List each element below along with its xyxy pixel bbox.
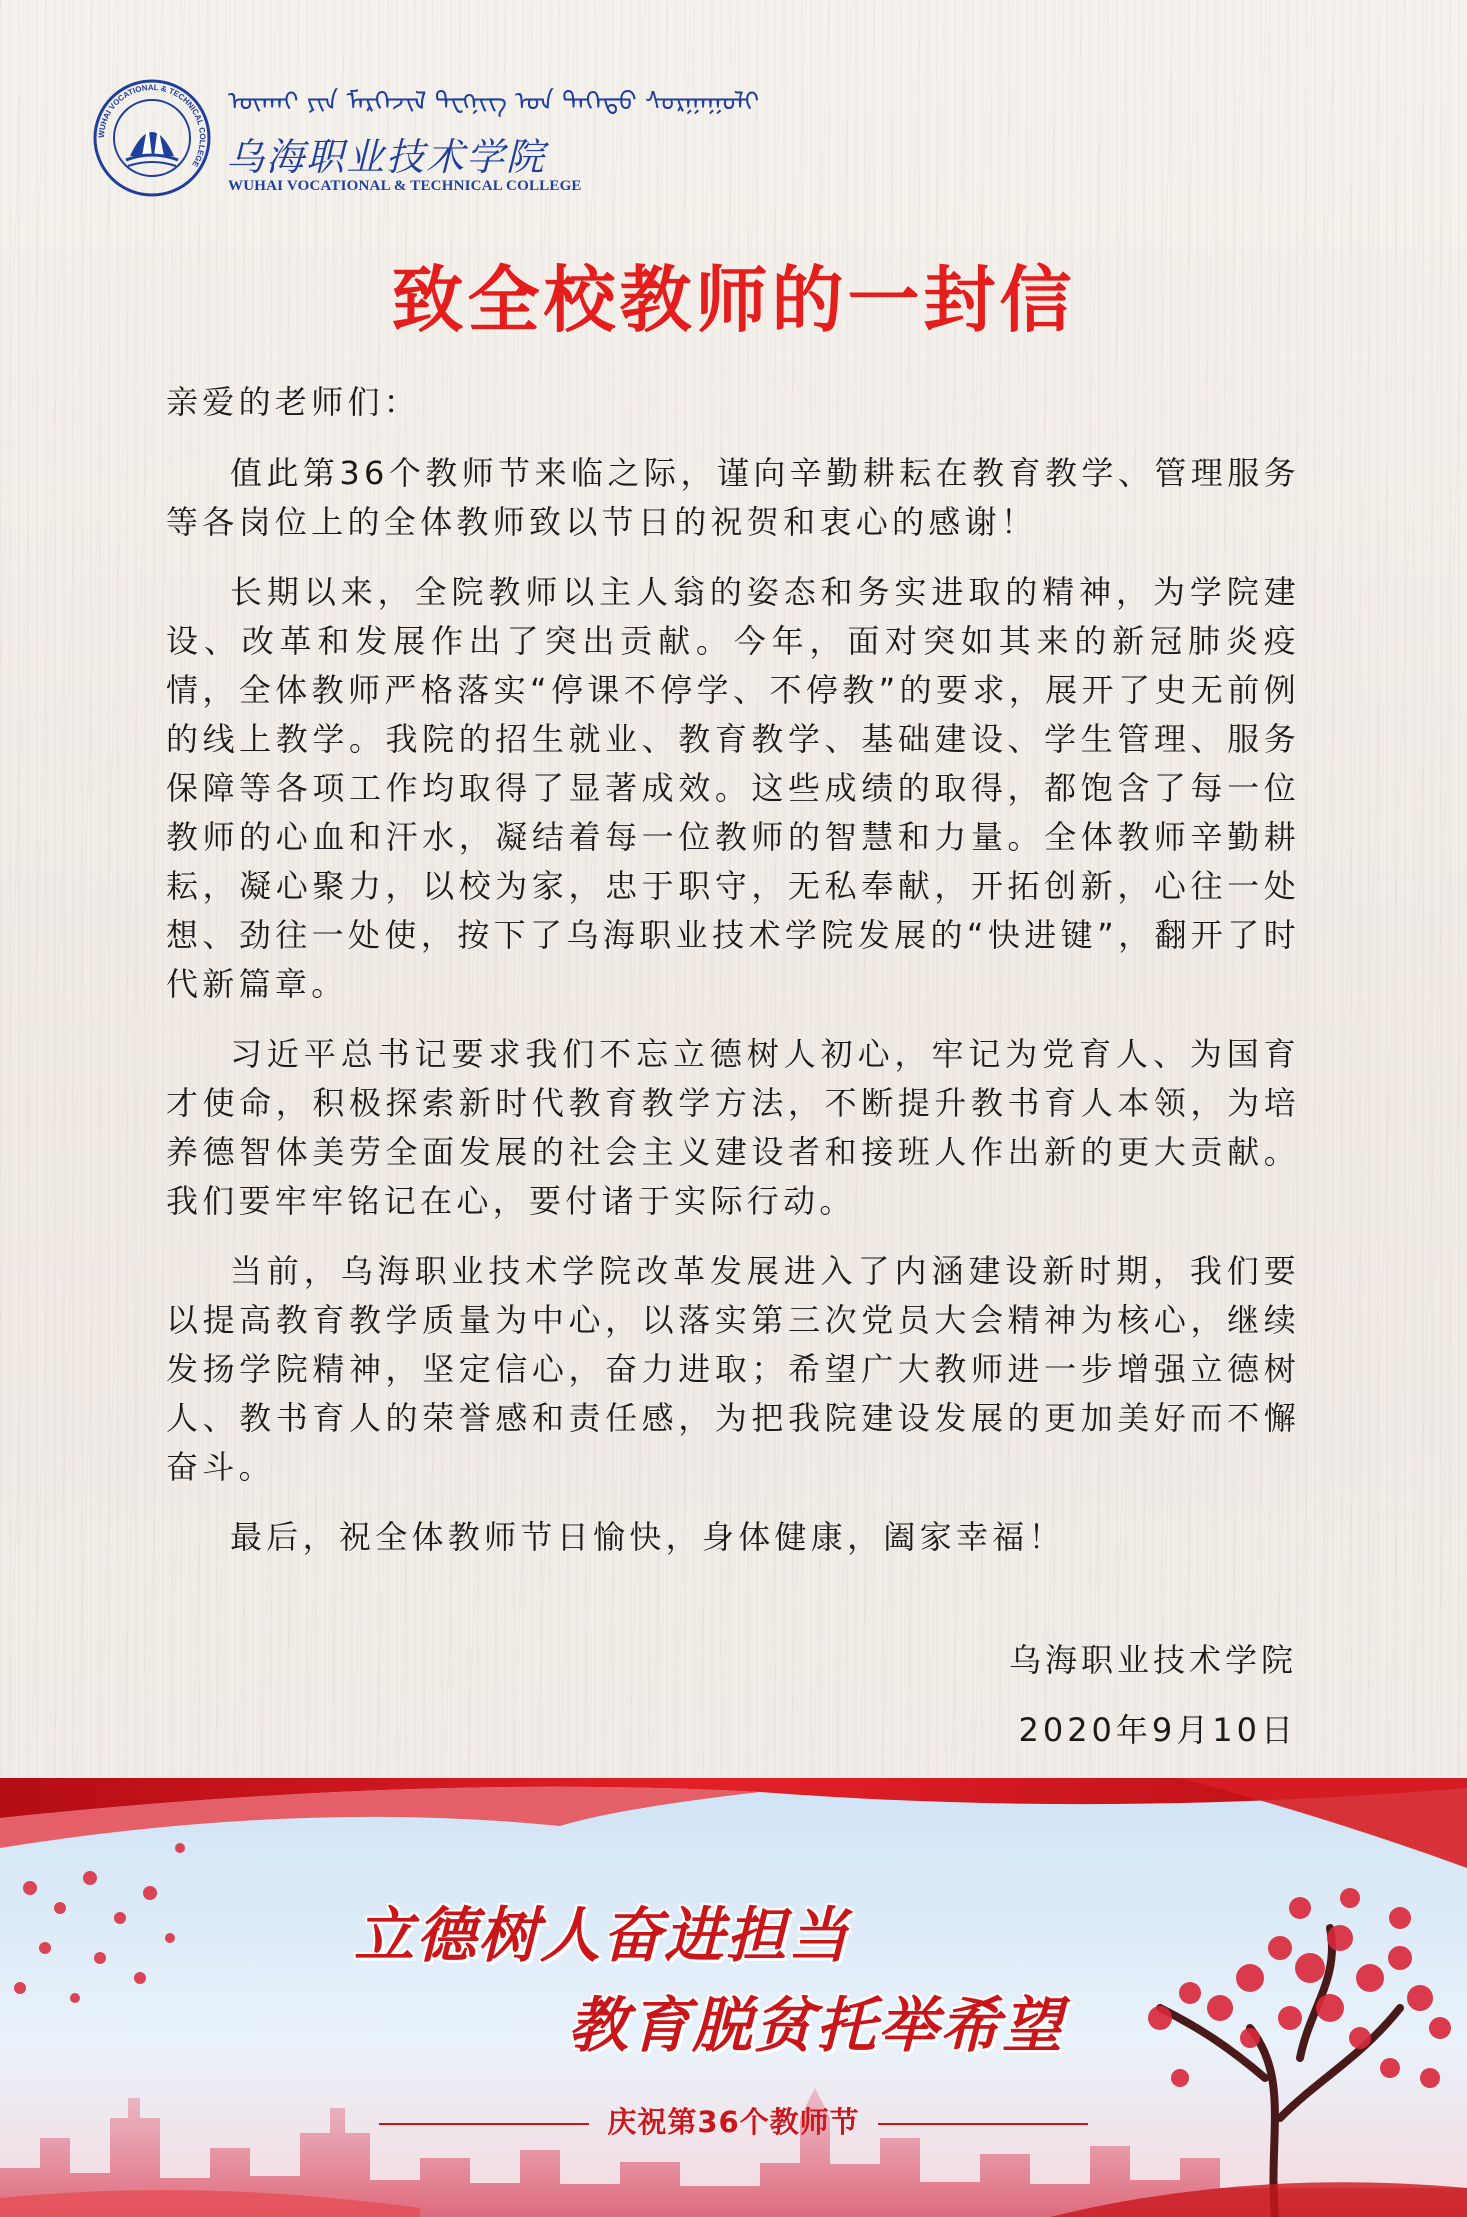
banner-divider-left (379, 2123, 589, 2125)
signature-name: 乌海职业技术学院 (1008, 1641, 1297, 1679)
letter-title: 致全校教师的一封信 (391, 258, 1076, 342)
letter-paragraph: 值此第36个教师节来临之际，谨向辛勤耕耘在教育教学、管理服务等各岗位上的全体教师致以节日的祝贺和衷心的感谢！ (166, 454, 1300, 541)
letter-paragraph: 长期以来，全院教师以主人翁的姿态和务实进取的精神，为学院建设、改革和发展作出了突出贡献。今年，面对突如其来的新冠肺炎疫情，全体教师严格落实“停课不停学、不停教”的要求，展开了史无前例的线上教学。我院的招生就业、教育教学、基础建设、学生管理、服务保障等各项工作均取得了显著成效。这些成绩的取得，都饱含了每一位教师的心血和汗水，凝结着每一位教师的智慧和力量。全体教师辛勤耕耘，凝心聚力，以校为家，忠于职守，无私奉献，开拓创新，心往一处想、劲往一处使，按下了乌海职业技术学院发展的“快进键”，翻开了时代新篇章。 (166, 573, 1300, 1003)
banner-divider-right (878, 2123, 1088, 2125)
signature-date: 2020年9月10日 (1018, 1711, 1297, 1749)
banner-slogan-line2: 教育脱贫托举希望 (568, 1991, 1064, 2061)
letter-paragraph: 习近平总书记要求我们不忘立德树人初心，牢记为党育人、为国育才使命，积极探索新时代教育教学方法，不断提升教书育人本领，为培养德智体美劳全面发展的社会主义建设者和接班人作出新的更大贡献。我们要牢牢铭记在心，要付诸于实际行动。 (166, 1035, 1300, 1220)
letter-salutation: 亲爱的老师们： (166, 383, 421, 421)
letter-paragraph: 最后，祝全体教师节日愉快，身体健康，阖家幸福！ (230, 1518, 1065, 1556)
letter-signature-block (1009, 1625, 1297, 1765)
mongolian-script-text (228, 78, 760, 122)
banner-subtitle-text: 庆祝第36个教师节 (607, 2105, 860, 2139)
college-english-name: WUHAI VOCATIONAL & TECHNICAL COLLEGE (228, 178, 582, 194)
letter-paragraph: 当前，乌海职业技术学院改革发展进入了内涵建设新时期，我们要以提高教育教学质量为中心，以落实第三次党员大会精神为核心，继续发扬学院精神，坚定信心，奋力进取；希望广大教师进一步增强立德树人、教书育人的荣誉感和责任感，为把我院建设发展的更加美好而不懈奋斗。 (166, 1252, 1300, 1486)
emblem-ring-text: WUHAI VOCATIONAL & TECHNICAL COLLEGE (96, 82, 208, 169)
college-emblem-icon (92, 78, 212, 198)
svg-text:ᠦᠬᠠᠢ ᠶᠢᠨ ᠮᠡᠷᠭᠡᠵᠢᠯ ᠲᠧᠬᠨᠢᠭ ᠤᠨ ᠳᠡ: ᠦᠬᠠᠢ ᠶᠢᠨ ᠮᠡᠷᠭᠡᠵᠢᠯ ᠲᠧᠬᠨᠢᠭ ᠤᠨ ᠳᠡᠭᠡᠳᠦ ᠰᠤᠷᠭᠠᠭᠤᠯᠢ (228, 87, 760, 117)
college-logo (92, 78, 760, 198)
college-chinese-name: 乌海职业技术学院 (226, 135, 547, 179)
banner-subtitle (0, 2100, 1467, 2141)
letter-body (166, 378, 1300, 1583)
banner-slogan-line1: 立德树人奋进担当 (354, 1901, 850, 1971)
teachers-day-banner (0, 1778, 1467, 2217)
